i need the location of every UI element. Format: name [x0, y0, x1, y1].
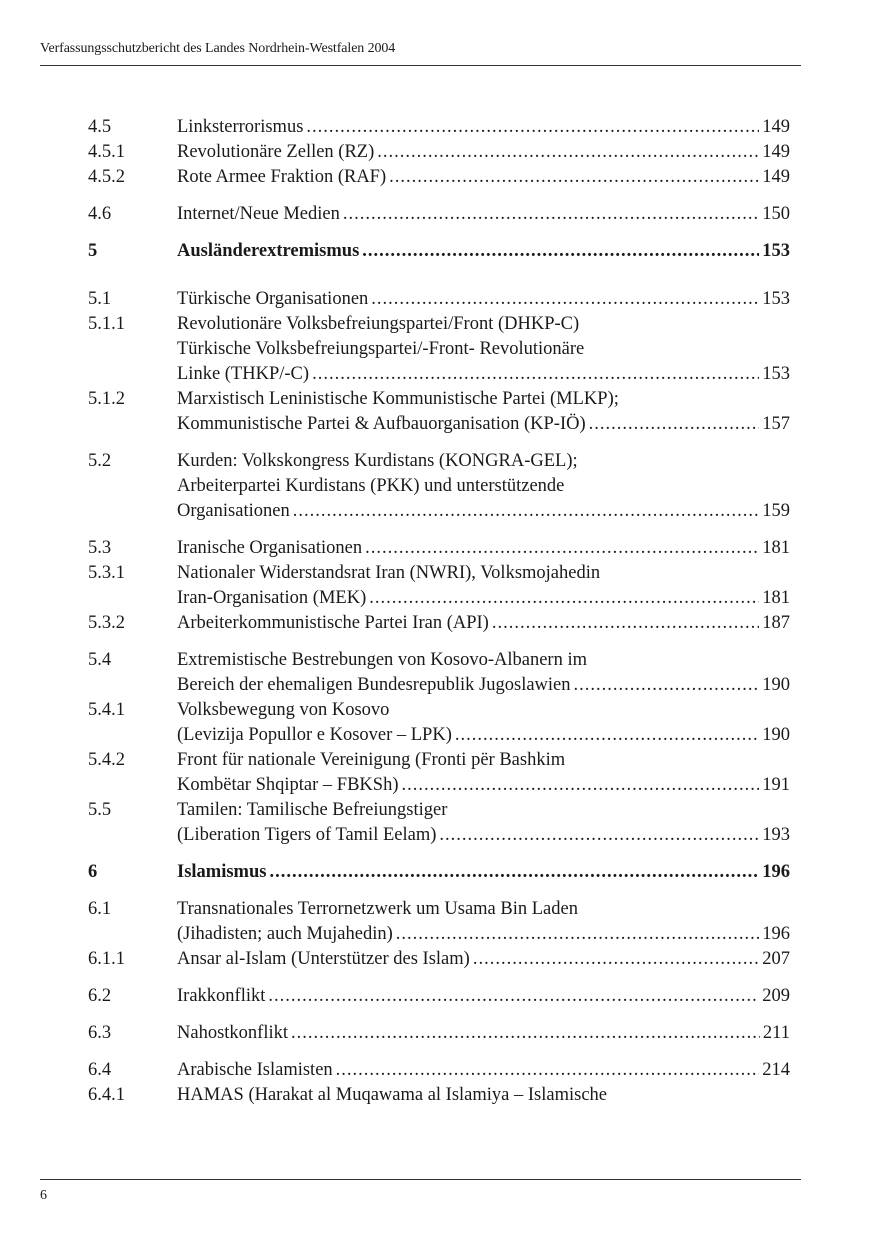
toc-entry — [88, 387, 790, 437]
dot-leader — [306, 115, 759, 140]
toc-entry-page: 157 — [762, 414, 790, 434]
dot-leader — [473, 947, 759, 972]
toc-entry-title: Iranische Organisationen — [177, 538, 363, 558]
toc-entry-page: 153 — [762, 241, 790, 261]
toc-entry-title: Iran-Organisation (MEK) — [177, 588, 367, 608]
toc-entry-page: 196 — [762, 862, 790, 882]
toc-entry — [88, 748, 790, 798]
dot-leader — [343, 202, 759, 227]
toc-entry — [88, 287, 790, 312]
toc-entry-number: 6.3 — [88, 1023, 112, 1043]
dot-leader — [362, 239, 759, 264]
toc-entry — [88, 611, 790, 636]
toc-entry-page: 187 — [762, 613, 790, 633]
toc-entry-title: Kommunistische Partei & Aufbauorganisation (KP-IÖ) — [177, 414, 586, 434]
toc-entry-title: Kombëtar Shqiptar – FBKSh) — [177, 775, 399, 795]
toc-entry-title: Türkische Organisationen — [177, 289, 369, 309]
toc-entry-number: 5.4.1 — [88, 700, 125, 720]
table-of-contents — [88, 115, 790, 1108]
toc-entry-number: 5.5 — [88, 800, 112, 820]
toc-entry-number: 6.4 — [88, 1060, 112, 1080]
toc-entry-number: 5.3.1 — [88, 563, 125, 583]
toc-entry-title: Tamilen: Tamilische Befreiungstiger — [177, 800, 448, 820]
toc-entry-number: 6.1 — [88, 899, 112, 919]
toc-entry-title: Kurden: Volkskongress Kurdistans (KONGRA-GEL); — [177, 451, 578, 471]
toc-entry — [88, 860, 790, 885]
toc-entry-number: 5.3 — [88, 538, 112, 558]
toc-entry-title: Bereich der ehemaligen Bundesrepublik Jugoslawien — [177, 675, 571, 695]
toc-entry — [88, 312, 790, 387]
toc-entry-number: 6.4.1 — [88, 1085, 125, 1105]
toc-entry-title: Marxistisch Leninistische Kommunistische Partei (MLKP); — [177, 389, 619, 409]
toc-entry — [88, 140, 790, 165]
toc-entry-page: 153 — [762, 289, 790, 309]
toc-entry-title: Nahostkonflikt — [177, 1023, 288, 1043]
toc-entry-page: 191 — [762, 775, 790, 795]
dot-leader — [377, 140, 759, 165]
toc-entry — [88, 202, 790, 227]
dot-leader — [401, 773, 759, 798]
toc-entry-title: Extremistische Bestrebungen von Kosovo-Albanern im — [177, 650, 587, 670]
toc-entry — [88, 239, 790, 264]
dot-leader — [574, 673, 760, 698]
toc-entry-title: Türkische Volksbefreiungspartei/-Front- Revolutionäre — [177, 339, 585, 359]
toc-entry-number: 5 — [88, 241, 98, 261]
toc-entry-number: 4.5.1 — [88, 142, 125, 162]
toc-entry-title: Volksbewegung von Kosovo — [177, 700, 390, 720]
dot-leader — [369, 586, 759, 611]
dot-leader — [291, 1021, 760, 1046]
toc-entry-title: Arbeiterpartei Kurdistans (PKK) und unterstützende — [177, 476, 565, 496]
toc-entry — [88, 449, 790, 524]
toc-entry-page: 190 — [762, 675, 790, 695]
toc-entry-page: 214 — [762, 1060, 790, 1080]
toc-entry-number: 5.1 — [88, 289, 112, 309]
toc-entry — [88, 115, 790, 140]
toc-entry-number: 5.2 — [88, 451, 112, 471]
toc-entry-title: Irakkonflikt — [177, 986, 266, 1006]
toc-entry-page: 150 — [762, 204, 790, 224]
toc-entry-title: Islamismus — [177, 862, 267, 882]
toc-entry-title: Front für nationale Vereinigung (Fronti për Bashkim — [177, 750, 566, 770]
toc-entry-page: 190 — [762, 725, 790, 745]
running-header: Verfassungsschutzbericht des Landes Nordrhein-Westfalen 2004 — [40, 41, 396, 56]
toc-entry-title: (Levizija Popullor e Kosover – LPK) — [177, 725, 452, 745]
toc-entry — [88, 536, 790, 561]
toc-entry-title: Rote Armee Fraktion (RAF) — [177, 167, 387, 187]
dot-leader — [371, 287, 759, 312]
toc-entry-title: Organisationen — [177, 501, 290, 521]
toc-entry-title: Revolutionäre Zellen (RZ) — [177, 142, 375, 162]
toc-entry-number: 5.1.1 — [88, 314, 125, 334]
toc-entry-title: Linke (THKP/-C) — [177, 364, 310, 384]
dot-leader — [589, 412, 760, 437]
toc-entry — [88, 1058, 790, 1083]
toc-entry-page: 149 — [762, 167, 790, 187]
toc-entry-number: 6.2 — [88, 986, 112, 1006]
toc-entry-number: 6.1.1 — [88, 949, 125, 969]
dot-leader — [293, 499, 760, 524]
toc-entry-title: Transnationales Terrornetzwerk um Usama Bin Laden — [177, 899, 578, 919]
dot-leader — [455, 723, 759, 748]
dot-leader — [389, 165, 759, 190]
dot-leader — [268, 984, 759, 1009]
toc-entry — [88, 1021, 790, 1046]
toc-entry — [88, 984, 790, 1009]
dot-leader — [439, 823, 759, 848]
page-number: 6 — [40, 1188, 47, 1203]
dot-leader — [365, 536, 759, 561]
toc-entry-title: Nationaler Widerstandsrat Iran (NWRI), Volksmojahedin — [177, 563, 601, 583]
toc-entry — [88, 165, 790, 190]
toc-entry-page: 181 — [762, 588, 790, 608]
toc-entry-number: 4.5 — [88, 117, 112, 137]
toc-entry-title: (Liberation Tigers of Tamil Eelam) — [177, 825, 437, 845]
header-divider — [40, 65, 801, 66]
toc-entry-page: 196 — [762, 924, 790, 944]
toc-entry-title: HAMAS (Harakat al Muqawama al Islamiya – Islamische — [177, 1085, 607, 1105]
toc-entry — [88, 648, 790, 698]
toc-entry-title: Arabische Islamisten — [177, 1060, 333, 1080]
toc-entry-page: 153 — [762, 364, 790, 384]
toc-entry-number: 5.4 — [88, 650, 112, 670]
toc-entry-number: 5.1.2 — [88, 389, 125, 409]
toc-entry-number: 4.5.2 — [88, 167, 125, 187]
dot-leader — [312, 362, 759, 387]
toc-entry — [88, 897, 790, 947]
toc-entry-page: 209 — [762, 986, 790, 1006]
toc-entry — [88, 947, 790, 972]
footer-divider — [40, 1179, 801, 1180]
toc-entry — [88, 798, 790, 848]
toc-entry-page: 211 — [762, 1023, 790, 1043]
toc-entry-title: Linksterrorismus — [177, 117, 304, 137]
dot-leader — [269, 860, 759, 885]
toc-entry-page: 193 — [762, 825, 790, 845]
toc-entry-number: 4.6 — [88, 204, 112, 224]
toc-entry-title: Arbeiterkommunistische Partei Iran (API) — [177, 613, 489, 633]
dot-leader — [492, 611, 759, 636]
toc-entry-number: 6 — [88, 862, 98, 882]
toc-entry-title: Revolutionäre Volksbefreiungspartei/Front (DHKP-C) — [177, 314, 580, 334]
dot-leader — [336, 1058, 760, 1083]
toc-entry-page: 159 — [762, 501, 790, 521]
toc-entry-page: 149 — [762, 142, 790, 162]
toc-entry-title: Ansar al-Islam (Unterstützer des Islam) — [177, 949, 470, 969]
toc-entry-page: 181 — [762, 538, 790, 558]
toc-entry — [88, 561, 790, 611]
toc-entry-number: 5.4.2 — [88, 750, 125, 770]
toc-entry-page: 207 — [762, 949, 790, 969]
toc-entry-number: 5.3.2 — [88, 613, 125, 633]
dot-leader — [396, 922, 759, 947]
toc-entry-title: Internet/Neue Medien — [177, 204, 340, 224]
toc-entry-title: (Jihadisten; auch Mujahedin) — [177, 924, 393, 944]
toc-entry-title: Ausländerextremismus — [177, 241, 360, 261]
toc-entry — [88, 698, 790, 748]
toc-entry-page: 149 — [762, 117, 790, 137]
toc-entry — [88, 1083, 790, 1108]
